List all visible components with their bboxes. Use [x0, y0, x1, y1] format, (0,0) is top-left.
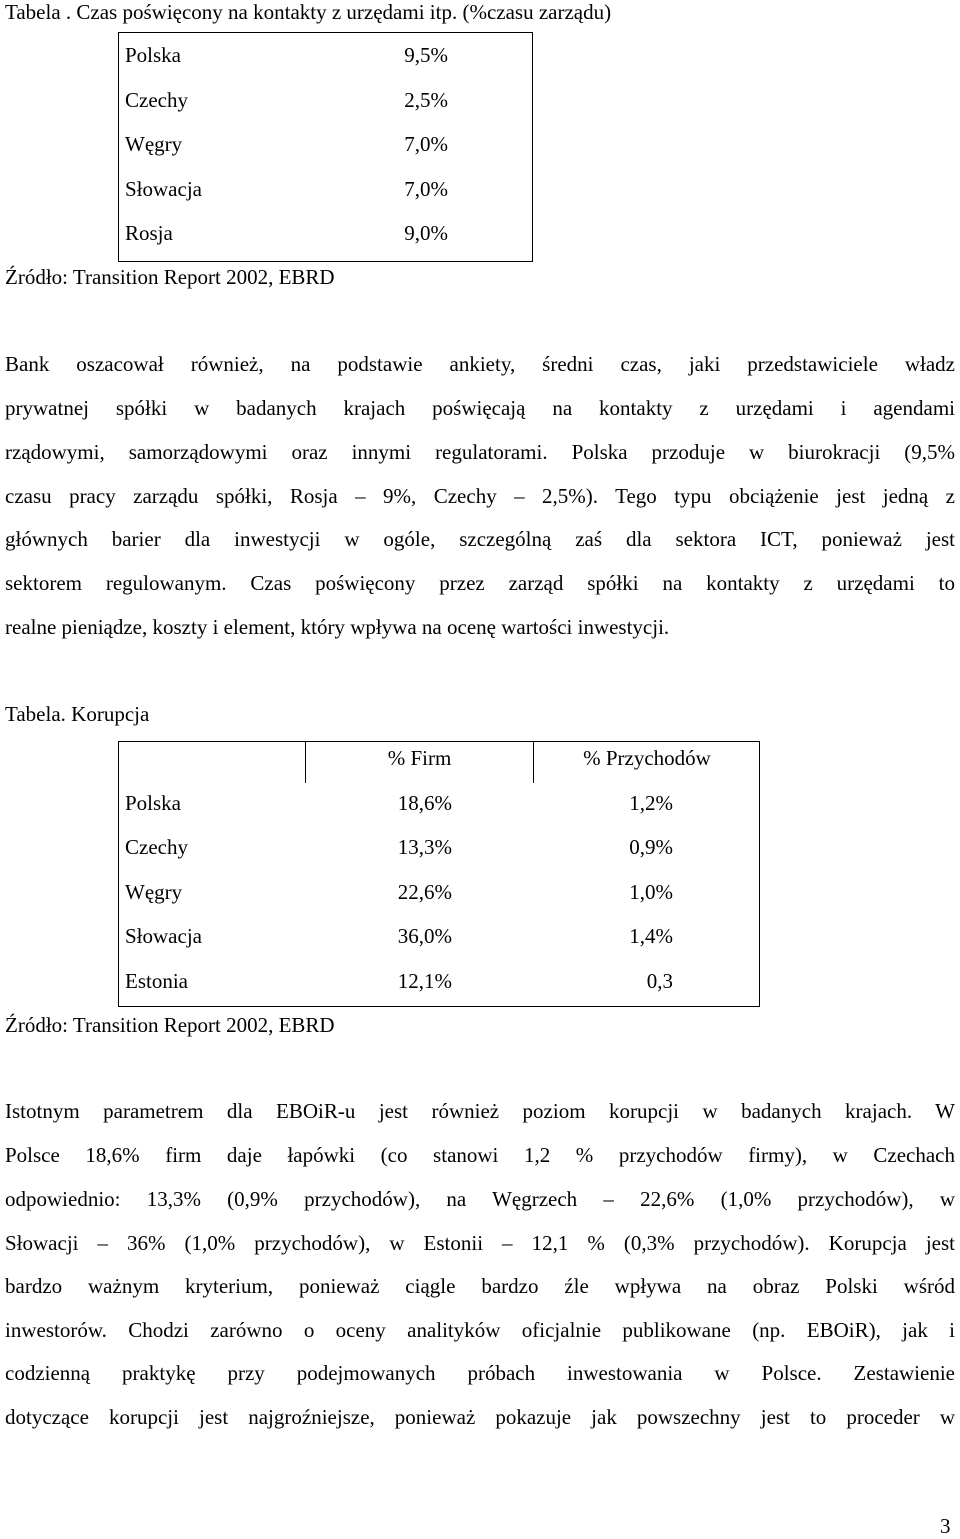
- table1-country: Słowacja: [125, 177, 202, 201]
- table2-caption: Tabela. Korupcja: [5, 702, 150, 726]
- paragraph-line: realne pieniądze, koszty i element, który wpływa na ocenę wartości inwestycji.: [5, 615, 670, 639]
- table2-revenue: 0,3: [646, 969, 673, 993]
- table2-source: Źródło: Transition Report 2002, EBRD: [5, 1013, 335, 1037]
- table2-header-firms: % Firm: [387, 746, 452, 770]
- table1-source: Źródło: Transition Report 2002, EBRD: [5, 265, 335, 289]
- table2-country: Węgry: [125, 880, 183, 904]
- table2-country: Czechy: [125, 835, 188, 859]
- table2-firms: 12,1%: [397, 969, 452, 993]
- paragraph-line: codzienną praktykę przy podejmowanych próbach inwestowania w Polsce. Zestawienie: [5, 1361, 955, 1385]
- table1-country: Węgry: [125, 132, 183, 156]
- table2-revenue: 1,4%: [629, 924, 673, 948]
- table2-header-revenue: % Przychodów: [583, 746, 711, 770]
- table2-firms: 13,3%: [397, 835, 452, 859]
- table2-revenue: 1,2%: [629, 791, 673, 815]
- paragraph-line: czasu pracy zarządu spółki, Rosja – 9%, Czechy – 2,5%). Tego typu obciążenie jest jedną z: [5, 484, 955, 508]
- table2-firms: 22,6%: [397, 880, 452, 904]
- table1-value: 9,5%: [404, 43, 448, 67]
- table1-value: 9,0%: [404, 221, 448, 245]
- table1-country: Czechy: [125, 88, 188, 112]
- table1-country: Polska: [125, 43, 182, 67]
- table2-country: Polska: [125, 791, 182, 815]
- table1-value: 7,0%: [404, 177, 448, 201]
- paragraph-line: prywatnej spółki w badanych krajach poświęcają na kontakty z urzędami i agendami: [5, 396, 955, 420]
- table2-border: [118, 741, 760, 1007]
- paragraph-line: odpowiednio: 13,3% (0,9% przychodów), na Węgrzech – 22,6% (1,0% przychodów), w: [5, 1187, 955, 1211]
- paragraph-line: inwestorów. Chodzi zarówno o oceny analityków oficjalnie publikowane (np. EBOiR), jak i: [5, 1318, 955, 1342]
- paragraph-line: sektorem regulowanym. Czas poświęcony przez zarząd spółki na kontakty z urzędami to: [5, 571, 955, 595]
- paragraph-line: Bank oszacował również, na podstawie ankiety, średni czas, jaki przedstawiciele władz: [5, 352, 955, 376]
- table2-firms: 18,6%: [397, 791, 452, 815]
- paragraph-line: dotyczące korupcji jest najgroźniejsze, ponieważ pokazuje jak powszechny jest to proceder w: [5, 1405, 955, 1429]
- paragraph-line: głównych barier dla inwestycji w ogóle, szczególną zaś dla sektora ICT, ponieważ jest: [5, 527, 955, 551]
- table1-value: 7,0%: [404, 132, 448, 156]
- table1-country: Rosja: [125, 221, 173, 245]
- table1-value: 2,5%: [404, 88, 448, 112]
- table2-country: Estonia: [125, 969, 188, 993]
- paragraph-line: Istotnym parametrem dla EBOiR-u jest również poziom korupcji w badanych krajach. W: [5, 1099, 955, 1123]
- table2-revenue: 1,0%: [629, 880, 673, 904]
- paragraph-line: Polsce 18,6% firm daje łapówki (co stanowi 1,2 % przychodów firmy), w Czechach: [5, 1143, 955, 1167]
- page-number: 3: [940, 1514, 951, 1538]
- table2-country: Słowacja: [125, 924, 202, 948]
- paragraph-line: bardzo ważnym kryterium, ponieważ ciągle bardzo źle wpływa na obraz Polski wśród: [5, 1274, 955, 1298]
- paragraph-line: rządowymi, samorządowymi oraz innymi regulatorami. Polska przoduje w biurokracji (9,5%: [5, 440, 955, 464]
- table2-revenue: 0,9%: [629, 835, 673, 859]
- paragraph-line: Słowacji – 36% (1,0% przychodów), w Estonii – 12,1 % (0,3% przychodów). Korupcja jest: [5, 1231, 955, 1255]
- table2-firms: 36,0%: [397, 924, 452, 948]
- table1-caption: Tabela . Czas poświęcony na kontakty z urzędami itp. (%czasu zarządu): [5, 0, 612, 24]
